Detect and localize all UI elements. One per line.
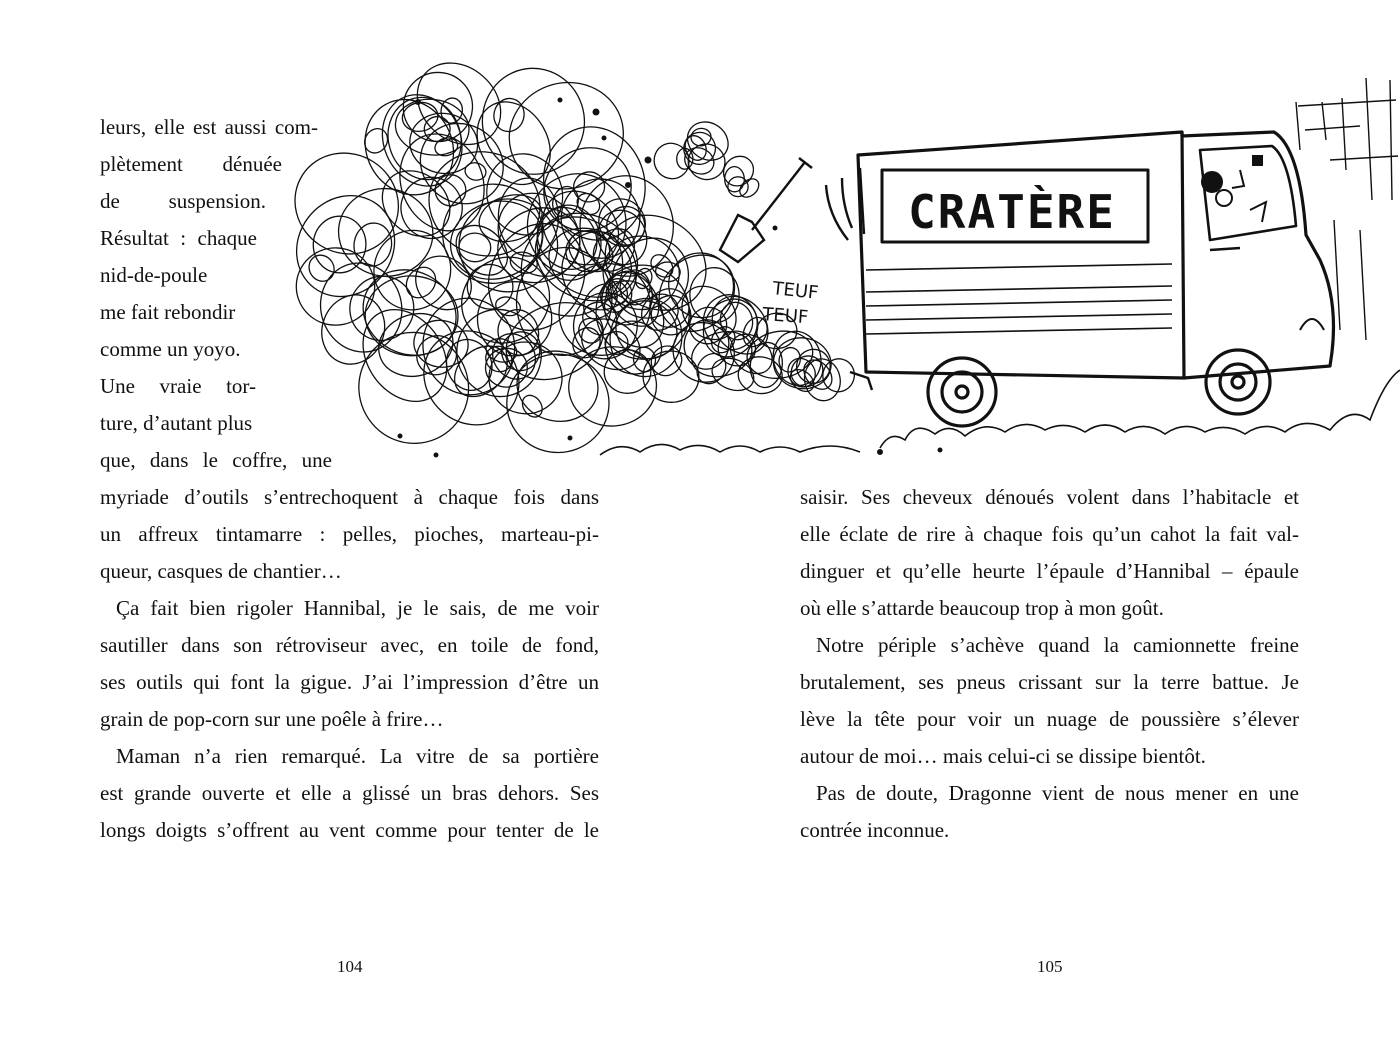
scribble-loop: [683, 301, 733, 351]
body-line: contrée inconnue.: [800, 818, 950, 842]
body-line: Notre périple s’achève quand la camionnette freine: [816, 633, 1299, 657]
ground-dust: [600, 370, 1400, 455]
scribble-loop: [337, 263, 427, 353]
scribble-loop: [341, 315, 486, 461]
sound-effect-1: TEUF: [771, 278, 820, 304]
scribble-loop: [476, 62, 592, 181]
body-line: que, dans le coffre, une: [100, 448, 332, 472]
body-line: ses outils qui font la gigue. J’ai l’impression d’être un: [100, 670, 599, 694]
body-line: Maman n’a rien remarqué. La vitre de sa portière: [116, 744, 599, 768]
body-line: elle éclate de rire à chaque fois qu’un cahot la fait val-: [800, 522, 1299, 546]
wheels: [928, 350, 1270, 426]
body-line: Pas de doute, Dragonne vient de nous mener en une: [816, 781, 1299, 805]
body-line: myriade d’outils s’entrechoquent à chaque fois dans: [100, 485, 599, 509]
driver: [1202, 156, 1266, 222]
body-line: dinguer et qu’elle heurte l’épaule d’Hannibal – épaule: [800, 559, 1299, 583]
scribble-loop: [304, 250, 339, 286]
dust-cloud: [276, 46, 858, 461]
body-line: me fait rebondir: [100, 300, 236, 324]
scribble-loop: [503, 198, 642, 335]
scribble-loop: [634, 287, 685, 338]
sound-effect-2: TEUF: [761, 304, 809, 329]
scribble-loop: [400, 261, 441, 303]
background-sketch: [1296, 78, 1398, 340]
body-line: un affreux tintamarre : pelles, pioches, marteau-pi-: [100, 522, 599, 546]
body-line: nid-de-poule: [100, 263, 208, 287]
body-line: grain de pop-corn sur une poêle à frire…: [100, 707, 444, 731]
body-line: Une vraie tor-: [100, 374, 256, 398]
body-line: où elle s’attarde beaucoup trop à mon goût.: [800, 596, 1164, 620]
body-line: Résultat : chaque: [100, 226, 257, 250]
shovel: [720, 158, 812, 262]
scribble-loop: [600, 327, 632, 359]
body-line: brutalement, ses pneus crissant sur la terre battue. Je: [800, 670, 1299, 694]
body-line: Ça fait bien rigoler Hannibal, je le sais, de me voir: [116, 596, 599, 620]
scribble-loop: [462, 88, 565, 198]
page-number-right: 105: [1037, 957, 1063, 976]
scribble-loop: [518, 392, 546, 421]
body-line: est grande ouverte et elle a glissé un bras dehors. Ses: [100, 781, 599, 805]
body-line: ture, d’autant plus: [100, 411, 253, 435]
body-line: lève la tête pour voir un nuage de poussière s’élever: [800, 707, 1299, 731]
scribble-loop: [463, 161, 487, 182]
body-line: comme un yoyo.: [100, 337, 241, 361]
body-line: queur, casques de chantier…: [100, 559, 342, 583]
scribble-loop: [728, 177, 748, 197]
scribble-loop: [724, 166, 744, 192]
scribble-loop: [351, 220, 395, 269]
body-line: longs doigts s’offrent au vent comme pour tenter de le: [100, 818, 599, 842]
body-line: leurs, elle est aussi com-: [100, 115, 318, 139]
body-line: plètement dénuée: [100, 152, 282, 176]
truck-sign-text: CRATÈRE: [908, 185, 1116, 239]
body-line: sautiller dans son rétroviseur avec, en toile de fond,: [100, 633, 599, 657]
scribble-loop: [595, 273, 638, 317]
body-line: de suspension.: [100, 189, 266, 213]
truck: [850, 132, 1334, 390]
body-line: saisir. Ses cheveux dénoués volent dans l’habitacle et: [800, 485, 1299, 509]
body-line: autour de moi… mais celui-ci se dissipe bientôt.: [800, 744, 1206, 768]
page-number-left: 104: [337, 957, 363, 976]
